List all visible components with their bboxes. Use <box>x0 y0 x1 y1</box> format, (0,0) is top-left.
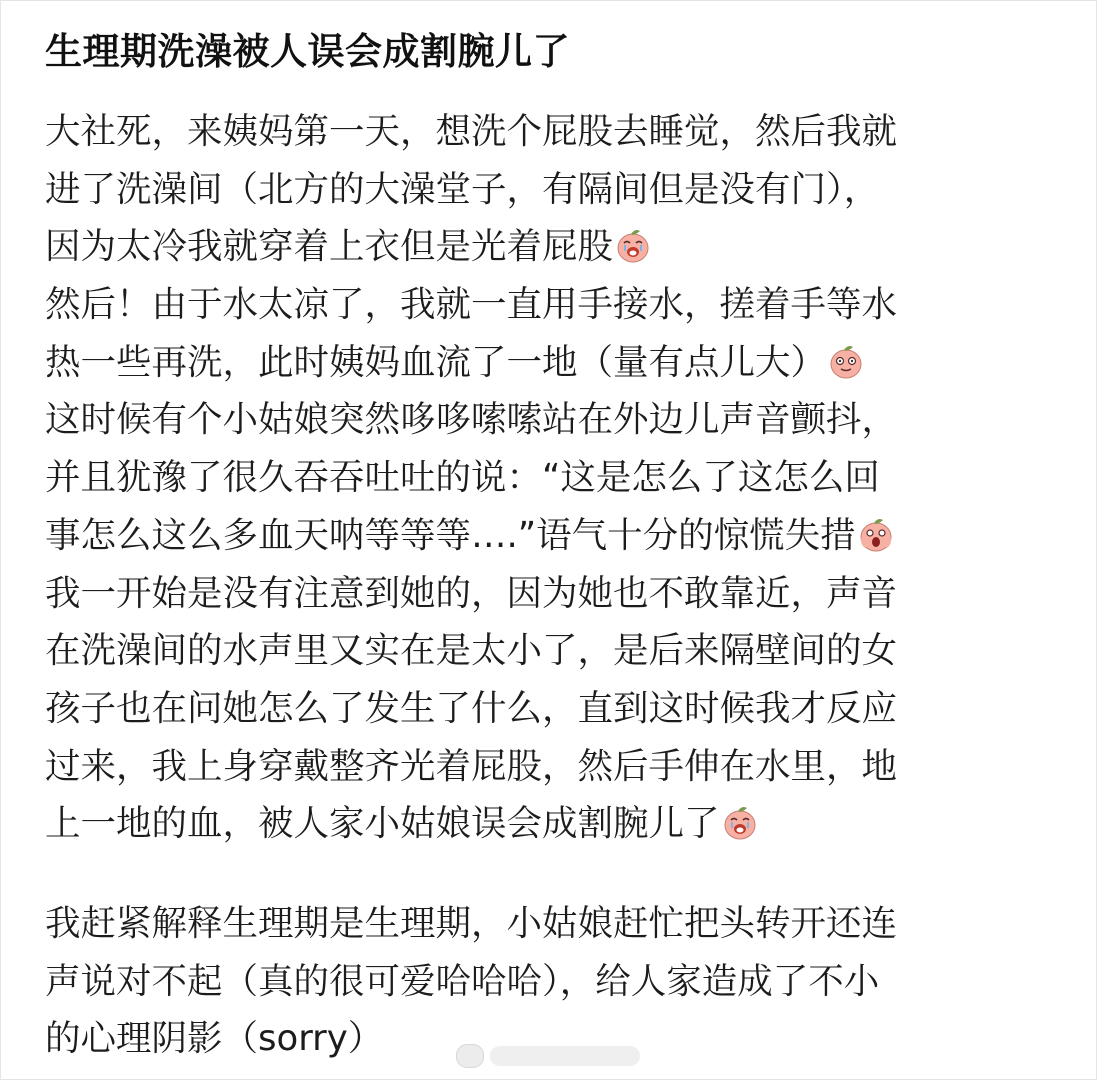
body-text: 事怎么这么多血天呐等等等….”语气十分的惊慌失措 <box>45 514 856 556</box>
body-text: 上一地的血，被人家小姑娘误会成割腕儿了 <box>45 803 720 845</box>
body-text-line <box>45 565 1065 623</box>
body-text: 进了洗澡间（北方的大澡堂子，有隔间但是没有门）， <box>45 168 880 210</box>
body-text: 并且犹豫了很久吞吞吐吐的说：“这是怎么了这怎么回 <box>45 457 880 499</box>
body-text-line <box>45 738 1065 796</box>
body-text-line <box>45 449 1065 507</box>
body-text: 大社死，来姨妈第一天，想洗个屁股去睡觉，然后我就 <box>45 111 898 152</box>
watermark-logo <box>456 1041 646 1071</box>
body-text-line <box>45 276 1065 334</box>
crying-face-icon <box>615 224 651 260</box>
body-text: 孩子也在问她怎么了发生了什么，直到这时候我才反应 <box>45 687 898 729</box>
body-text: 过来，我上身穿戴整齐光着屁股，然后手伸在水里，地 <box>45 745 898 787</box>
body-text: 热一些再洗，此时姨妈血流了一地（量有点儿大） <box>45 341 827 383</box>
body-text-line <box>45 334 1065 392</box>
awkward-face-icon <box>828 340 864 376</box>
body-text: 声说对不起（真的很可爱哈哈哈），给人家造成了不小 <box>45 960 880 1002</box>
body-text: 我赶紧解释生理期是生理期，小姑娘赶忙把头转开还连 <box>45 902 898 944</box>
body-text-line <box>45 680 1065 738</box>
body-text-line <box>45 103 1065 161</box>
body-text-line <box>45 795 1065 853</box>
post-body <box>45 103 1065 1068</box>
body-text-line <box>45 622 1065 680</box>
body-text: 我一开始是没有注意到她的，因为她也不敢靠近，声音 <box>45 572 898 614</box>
crying-face-icon <box>722 801 758 837</box>
body-text: 的心理阴影（sorry） <box>45 1018 384 1060</box>
body-text-line <box>45 161 1065 219</box>
body-text-line <box>45 391 1065 449</box>
body-text-line <box>45 895 1065 953</box>
body-text: 在洗澡间的水声里又实在是太小了，是后来隔壁间的女 <box>45 630 898 672</box>
paragraph-gap <box>45 853 1065 895</box>
post-title: 生理期洗澡被人误会成割腕儿了 <box>45 30 570 73</box>
body-text: 这时候有个小姑娘突然哆哆嗦嗦站在外边儿声音颤抖， <box>45 399 898 441</box>
scream-face-icon <box>858 513 894 549</box>
watermark-badge-icon <box>456 1044 484 1068</box>
body-text: 因为太冷我就穿着上衣但是光着屁股 <box>45 226 614 268</box>
body-text-line <box>45 953 1065 1011</box>
body-text-line <box>45 507 1065 565</box>
body-text-line <box>45 218 1065 276</box>
body-text: 然后！由于水太凉了，我就一直用手接水，搓着手等水 <box>45 284 898 326</box>
watermark-bar <box>490 1046 640 1066</box>
